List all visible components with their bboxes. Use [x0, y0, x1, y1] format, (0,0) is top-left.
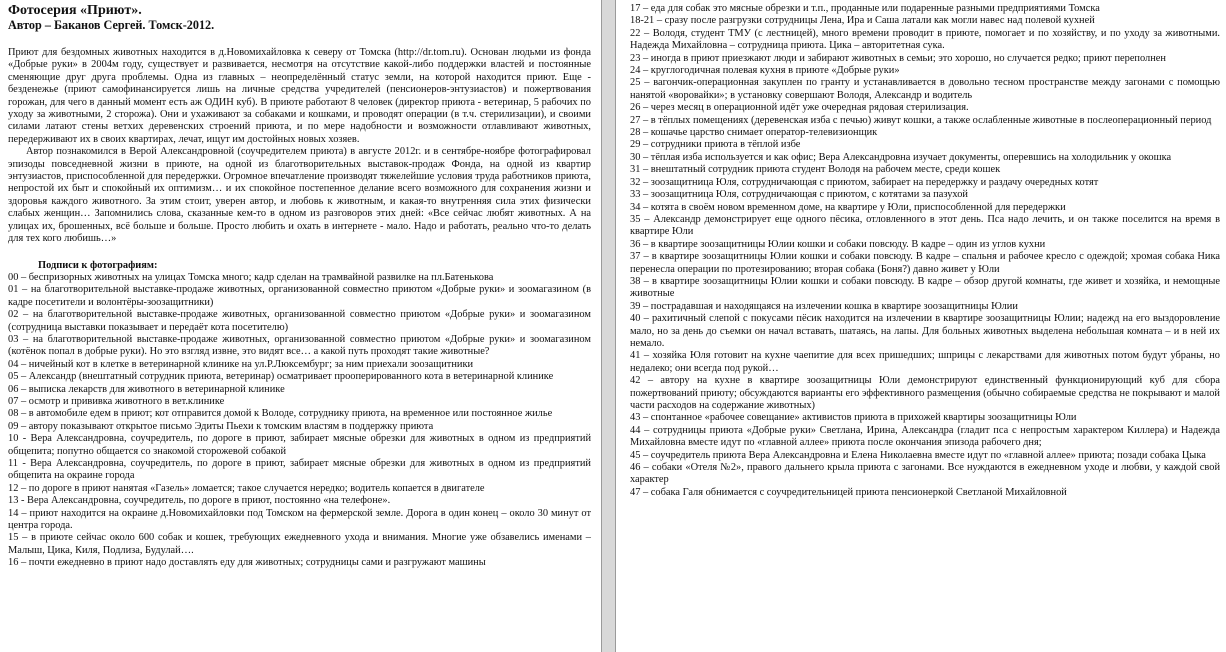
caption-item: 47 – собака Галя обнимается с соучредительницей приюта пенсионеркой Светланой Михайловной: [630, 486, 1067, 498]
document-title: Фотосерия «Приют».: [8, 3, 142, 18]
caption-item: 40 – рахитичный слепой с покусами пёсик находится на излечении в квартире зоозащитницы Юлии; надежд на его выздоровление мало, но за день до съемки он начал вставать, шатаясь, на лапы. Для больных животных выделена небольшая комната – и в ней их немало.: [630, 313, 1220, 349]
caption-item: 08 – в автомобиле едем в приют; кот отправится домой к Володе, сотруднику приюта, на временное или постоянное жилье: [8, 408, 553, 420]
caption-item: 28 – кошачье царство снимает оператор-телевизионщик: [630, 127, 878, 139]
caption-item: 18-21 – сразу после разгрузки сотрудницы Лена, Ира и Саша латали как могли навес над полевой кухней: [630, 15, 1095, 27]
caption-item: 06 – выписка лекарств для животного в ветеринарной клинике: [8, 383, 285, 395]
captions-list-right: [630, 3, 1220, 499]
document-page-left: [0, 0, 601, 652]
caption-item: 29 – сотрудники приюта в тёплой избе: [630, 139, 801, 151]
caption-item: 03 – на благотворительной выставке-продаже животных, организованной совместно приютом «Добрые руки» и зоомагазином (котёнок попал в добрые руки). Но это взгляд извне, это видят все… а какой путь проходят такие животные?: [8, 333, 591, 358]
author-line: Автор – Баканов Сергей. Томск-2012.: [8, 18, 215, 32]
caption-item: 02 – на благотворительной выставке-продаже животных, организованной совместно приютом «Добрые руки» и зоомагазином (сотрудница выставки показывает и передаёт кота посетителю): [8, 309, 591, 333]
caption-item: 37 – в квартире зоозащитницы Юлии кошки и собаки повсюду. В кадре – спальня и рабочее кресло с одеждой; хромая собака Ника перенесла операции по протезированию; вторая собака (Боня?) давно живет у Юли: [630, 251, 1220, 275]
caption-item: 07 – осмотр и прививка животного в вет.клинике: [8, 395, 225, 407]
document-page-right: [616, 0, 1226, 652]
caption-item: 00 – беспризорных животных на улицах Томска много; кадр сделан на трамвайной развилке на пл.Батенькова: [8, 271, 494, 283]
caption-item: 32 – зоозащитница Юля, сотрудничающая с приютом, забирает на передержку и раздачу очередных котят: [630, 176, 1099, 188]
caption-item: 33 – зоозащитница Юля, сотрудничающая с приютом, с котятами за пазухой: [630, 189, 968, 201]
caption-item: 39 – пострадавшая и находящаяся на излечении кошка в квартире зоозащитницы Юлии: [630, 300, 1018, 312]
caption-item: 26 – через месяц в операционной идёт уже очередная рядовая стерилизация.: [630, 102, 969, 114]
caption-item: 35 – Александр демонстрирует еще одного пёсика, отловленного в этот день. Пса надо лечить, и он также поселится на время в квартире Юли: [630, 213, 1220, 238]
intro-paragraph: Автор познакомился в Верой Александровной (соучредителем приюта) в августе 2012г. и в сентябре-ноябре фотографировал эпизоды повседневной жизни в приюте, на одной из благотворительных выставок-продаж Фонда, на одной из квартир энтузиастов, приспособленной для передержки. Огромное впечатление производят тяжелейшие условия труда работников приюта, непростой их быт и спокойный их оптимизм… и их спокойное постепенное делание всего возможного для сохранения жизни и здоровья каждого животного. За этим стоит, уверен автор, и любовь к животным, и какая-то внутренняя сила этих физически слабых женщин… Запомнились слова, сказанные кем-то в одном из разговоров этих дней: «Все сейчас любят животных. А на улицах их, брошенных, всё больше и больше. Просто любить и охать в интернете - мало. Надо и работать, реально что-то делать для тех кого любишь…»: [8, 146, 591, 245]
caption-item: 12 – по дороге в приют нанятая «Газель» ломается; такое случается нередко; водитель копается в двигателе: [8, 482, 485, 494]
caption-item: 42 – автору на кухне в квартире зоозащитницы Юли демонстрируют единственный функционирующий куб для сбора пожертвований приюту; обсуждаются варианты его эффективного размещения (обычно собираемые средства не покрывают и малой части расходов на содержание животных): [630, 375, 1220, 411]
caption-item: 27 – в тёплых помещениях (деревенская изба с печью) живут кошки, а также ослабленные животные в послеоперационный период: [630, 114, 1212, 126]
caption-item: 01 – на благотворительной выставке-продаже животных, организованной совместно приютом «Добрые руки» и зоомагазином (в кадре посетители и волонтёры-зоозащитники): [8, 284, 591, 308]
caption-item: 41 – хозяйка Юля готовит на кухне чаепитие для всех пришедших; шприцы с лекарствами для животных потом будут убраны, но недалеко; они всегда под рукой…: [630, 350, 1220, 374]
captions-list-left: [8, 272, 591, 570]
caption-item: 34 – котята в своём новом временном доме, на квартире у Юли, приспособленной для передержки: [630, 201, 1066, 213]
caption-item: 04 – ничейный кот в клетке в ветеринарной клинике на ул.Р.Люксембург; за ним приехали зоозащитники: [8, 358, 474, 370]
caption-item: 10 - Вера Александровна, соучредитель, по дороге в приют, забирает мясные обрезки для животных в одном из предприятий общепита; попутно общается со знакомой сторожевой собакой: [8, 433, 591, 457]
captions-heading: Подписи к фотографиям:: [38, 259, 158, 271]
caption-item: 30 – тёплая изба используется и как офис; Вера Александровна изучает документы, оперевшись на холодильник у окошка: [630, 151, 1172, 163]
caption-item: 46 – собаки «Отеля №2», правого дальнего крыла приюта с загонами. Все нуждаются в ежедневном уходе и любви, у каждой свой характер: [630, 462, 1220, 486]
caption-item: 11 - Вера Александровна, соучредитель, по дороге в приют, забирает мясные обрезки для животных в одном из предприятий общепита на окраине города: [8, 458, 591, 482]
intro-paragraph: Приют для бездомных животных находится в д.Новомихайловка к северу от Томска (http://dr.tom.ru). Основан людьми из фонда «Добрые руки» в 2004м году, существует и развивается, несмотря на отсутствие какой-либо поддержки властей и постоянные сменяющие друг друга проблемы. Одна из главных – неопределённый статус земли, на которой находится приют. Еще - безденежье (приют самофинансируется лишь на личные средства учредителей (пенсионеров-энтузиастов) и пожертвования горожан, для чего в данный момент есть аж ОДИН куб). В приюте работают 8 человек (директор приюта - ветеринар, 5 рабочих по уходу за животными, 2 сторожа). Они и ухаживают за собаками и кошками, и проводят операции (в т.ч. стерилизации), и своими силами латают стены ветхих деревенских строений приюта, и по мере надобности и возможности отлавливают животных, передерживают их в своих квартирах, лечат, ищут им достойных новых хозяев.: [8, 47, 591, 145]
caption-item: 44 – сотрудницы приюта «Добрые руки» Светлана, Ирина, Александра (гладит пса с непростым характером Киллера) и Надежда Михайловна вместе идут по «главной аллее» приюта после окончания эпизода рабочего дня;: [630, 424, 1220, 449]
caption-item: 36 – в квартире зоозащитницы Юлии кошки и собаки повсюду. В кадре – один из углов кухни: [630, 238, 1046, 250]
caption-item: 09 – автору показывают открытое письмо Эдиты Пьехи к томским властям в поддержку приюта: [8, 420, 434, 432]
caption-item: 31 – внештатный сотрудник приюта студент Володя на рабочем месте, среди кошек: [630, 164, 1001, 176]
caption-item: 25 – вагончик-операционная закуплен по гранту и устанавливается в довольно тесном пространстве между загонами с помощью нанятой «воровайки»; в установку совершают Володя, Александр и водитель: [630, 77, 1220, 101]
caption-item: 22 – Володя, студент ТМУ (с лестницей), много времени проводит в приюте, помогает и по хозяйству, и по уходу за животными. Надежда Михайловна – сотрудница приюта. Цика – авторитетная сука.: [630, 27, 1220, 52]
caption-item: 38 – в квартире зоозащитницы Юлии кошки и собаки повсюду. В кадре – обзор другой комнаты, где живет и хозяйка, и немощные животные: [630, 275, 1220, 300]
caption-item: 17 – еда для собак это мясные обрезки и т.п., проданные или подаренные разными предприятиями Томска: [630, 3, 1100, 14]
caption-item: 13 - Вера Александровна, соучредитель, по дороге в приют, постоянно «на телефоне».: [8, 495, 391, 507]
caption-item: 45 – соучредитель приюта Вера Александровна и Елена Николаевна вместе идут по «главной аллее» приюта; позади собака Цыка: [630, 449, 1206, 461]
caption-item: 14 – приют находится на окраине д.Новомихайловки под Томском на фермерской земле. Дорога в один конец – около 30 минут от центра города.: [8, 507, 591, 532]
caption-item: 43 – спонтанное «рабочее совещание» активистов приюта в прихожей квартиры зоозащитницы Юли: [630, 412, 1077, 424]
caption-item: 23 – иногда в приют приезжают люди и забирают животных в семьи; это хорошо, но случается редко; приют переполнен: [630, 52, 1166, 64]
caption-item: 15 – в приюте сейчас около 600 собак и кошек, требующих ежедневного ухода и внимания. Многие уже обзавелись именами – Малыш, Цика, Киля, Подлиза, Будулай….: [8, 532, 591, 556]
caption-item: 05 – Александр (внештатный сотрудник приюта, ветеринар) осматривает прооперированного кота в ветеринарной клинике: [8, 371, 554, 383]
caption-item: 24 – круглогодичная полевая кухня в приюте «Добрые руки»: [630, 65, 900, 77]
caption-item: 16 – почти ежедневно в приют надо доставлять еду для животных; сотрудницы сами и разгружают машины: [8, 557, 486, 569]
page-divider: [601, 0, 616, 652]
